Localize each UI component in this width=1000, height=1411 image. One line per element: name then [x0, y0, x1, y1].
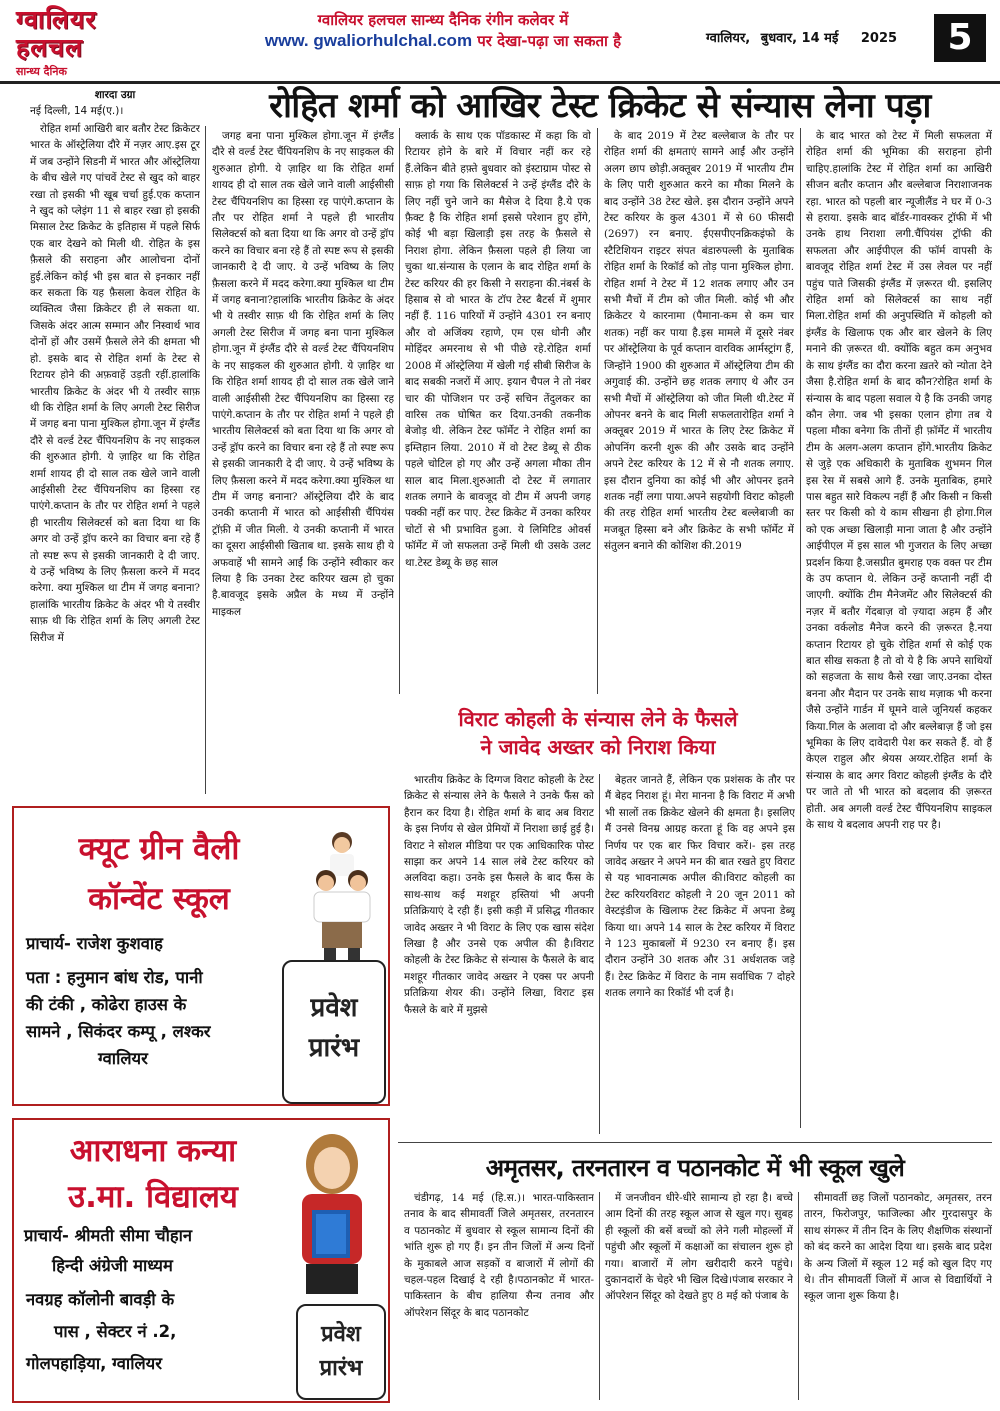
column-rule [800, 128, 801, 1128]
ad-school-name [22, 1128, 284, 1220]
ad-school-name-line-1: क्यूट ग्रीन वैली [78, 831, 240, 867]
ad-medium: हिन्दी अंग्रेजी माध्यम [52, 1256, 173, 1275]
column-rule [599, 1192, 600, 1400]
schools-column-1 [404, 1190, 594, 1402]
column-rule [205, 126, 206, 794]
promo-line: ग्वालियर हलचल सान्ध्य दैनिक रंगीन कलेवर में [317, 11, 569, 29]
page-number: 5 [934, 14, 986, 62]
rohit-column-3-text: क्लार्क के साथ एक पॉडकास्ट में कहा कि वो रिटायर होने के बारे में विचार नहीं कर रहे हैं.लेकिन बीते हफ़्ते बुधवार को इंस्टाग्राम पोस्ट से साफ़ हो गया कि सिलेक्टर्स ने उन्हें इंग्लैंड दौरे के लिए नहीं चुने जाने का मैसेज दे दिया है.ये एक फ़ैक्ट है कि रोहित शर्मा इससे परेशान हुए होंगे, कोई भी बड़ा खिलाड़ी इस तरह के फ़ैसले से निराश होगा. लेकिन फ़ैसला पहले ही लिया जा चुका था.संन्यास के एलान के बाद रोहित शर्मा के टेस्ट करियर की हर किसी ने सराहना की.नंबर्स के हिसाब से वो भारत के टॉप टेस्ट बैटर्स में शुमार नहीं हैं. 116 पारियों में उन्होंने 4301 रन बनाए और वो अजिंक्य रहाणे, एम एस धोनी और मोहिंदर अमरनाथ से भी पीछे रहे.रोहित शर्मा 2008 में ऑस्ट्रेलिया में खेली गई सीबी सिरीज के बाद सबकी नजरों में आए. इयान चैपल ने तो नंबर चार की पोजिशन पर उन्हें सचिन तेंदुलकर का वारिस तक घोषित कर दिया.उनकी तकनीक बेजोड़ थी. लेकिन टेस्ट फॉर्मेट ने रोहित शर्मा का इम्तिहान लिया. 2010 में वो टेस्ट डेब्यू से ठीक पहले चोटिल हो गए और उन्हें अगला मौका तीन साल बाद मिला.शुरुआती दो टेस्ट में लगातार शतक लगाने के बावजूद वो टीम में अपनी जगह पक्की नहीं कर पाए. टेस्ट क्रिकेट में उनका करियर चोटों से भी प्रभावित हुआ. ये लिमिटिड ओवर्स फॉर्मेट में जो सफलता उन्हें मिली थी उसके उलट था.टेस्ट डेब्यू के छह साल [405, 130, 591, 569]
ad-school-name [24, 824, 294, 924]
website-link[interactable]: www. gwaliorhulchal.com [264, 31, 473, 50]
schools-headline[interactable]: अमृतसर, तरनतारन व पठानकोट में भी स्कूल खुले [485, 1154, 905, 1182]
ad-principal: प्राचार्य- राजेश कुशवाह [26, 934, 163, 953]
column-rule [597, 128, 598, 694]
dateline [706, 28, 897, 46]
ad-principal: प्राचार्य- श्रीमती सीमा चौहान [24, 1226, 193, 1245]
badge-line-2: प्रारंभ [308, 1033, 360, 1063]
rohit-column-4 [604, 128, 794, 696]
ad-school-name-line-1: आराधना कन्या [69, 1133, 237, 1169]
badge-line-2: प्रारंभ [319, 1356, 363, 1381]
masthead [0, 0, 1000, 84]
virat-column-2 [605, 772, 795, 1136]
ad-address-line-1: नवग्रह कॉलोनी बावड़ी के [26, 1290, 175, 1309]
schools-column-1-text: चंडीगढ़, 14 मई (हि.स.)। भारत-पाकिस्तान तनाव के बाद सीमावर्ती जिले अमृतसर, तरनतारन व पठानकोट में बुधवार से स्कूल सामान्य दिनों की भांति शुरू हो गए हैं। इन तीन जिलों में अन्य दिनों के मुकाबले आज सड़कों व बाजारों में लोगों की चहल-पहल दिखाई दे रही है।पठानकोट में भारत-पाकिस्तान के बीच हालिया सैन्य तनाव और ऑपरेशन सिंदूर के बाद पठानकोट [404, 1192, 594, 1319]
dateline-date: बुधवार, 14 मई [760, 31, 839, 46]
ad-address-line-1: पता : हनुमान बांध रोड, पानी [26, 968, 203, 987]
virat-column-1 [404, 772, 594, 1136]
rohit-column-5-text: के बाद भारत को टेस्ट में मिली सफलता में रोहित शर्मा की भूमिका की सराहना होनी चाहिए.हालांकि टेस्ट में रोहित शर्मा का आखिरी सीजन बतौर कप्तान और बल्लेबाज निराशाजनक रहा. भारत को पहली बार न्यूजीलैंड ने घर में 0-3 से हराया. इसके बाद बॉर्डर-गावस्कर ट्रॉफी में भी उनके हाथ निराशा लगी.चैंपियंस ट्रॉफी की सफलता और आईपीएल की फॉर्म वापसी के बावजूद रोहित शर्मा टेस्ट में उस लेवल पर नहीं पहुंच पाते जिसकी इंग्लैंड में ज़रूरत थी. इसलिए रोहित शर्मा को सिलेक्टर्स का साथ नहीं मिला.रोहित शर्मा की अनुपस्थिति में कोहली को इंग्लैंड के खिलाफ एक और बार खेलने के लिए मनाने की ज़रूरत थी. क्योंकि बहुत कम अनुभव के साथ इंग्लैंड का दौरा करना ख़तरे को न्योता देने जैसा है.रोहित शर्मा के बाद कौन?रोहित शर्मा के संन्यास के बाद पहला सवाल ये है कि उनकी जगह कौन लेगा. जब भी इसका एलान होगा तब ये पहला मौका बनेगा कि तीनों ही फ़ॉर्मेट में भारतीय टीम के अलग-अलग कप्तान होंगे.भारतीय क्रिकेट से जुड़े एक अधिकारी के मुताबिक शुभमन गिल इस रेस में सबसे आगे हैं. उनके मुताबिक, हमारे पास बहुत सारे विकल्प नहीं हैं और किसी न किसी स्तर पर किसी को ये काम सीखना ही होगा.गिल को एक अच्छा खिलाड़ी माना जाता है और उन्होंने आईपीएल में इस साल भी गुजरात के लिए अच्छा प्रदर्शन किया है.जसप्रीत बुमराह एक वक्त पर टीम के उप कप्तान थे. लेकिन उन्हें कप्तानी नहीं दी जाएगी. क्योंकि टीम मैनेजमेंट और सिलेक्टर्स की नज़र में बतौर गेंदबाज़ वो ज़्यादा अहम हैं और उनका वर्कलोड मैनेज करने की ज़रूरत है.नया कप्तान रिटायर हो चुके रोहित शर्मा से कोई एक बात सीख सकता है तो वो ये है कि अपने साथियों को सहजता के साथ कैसे रखा जाए.उनका दोस्त बनना और मैदान पर उनके साथ मज़ाक भी करना जैसे उन्होंने गार्डन में घूमने वाले जूनियर्स कहकर किया.गिल के अलावा दो और बल्लेबाज़ हैं जो इस भूमिका के लिए दावेदारी पेश कर सकते हैं. वो हैं केएल राहुल और श्रेयस अय्यर.रोहित शर्मा के संन्यास के बाद अगर विराट कोहली इंग्लैंड के दौरे पर जाते तो भी भारत को बदलाव की ज़रूरत होती. अब अगली वर्ल्ड टेस्ट चैंपियनशिप साइकल के साथ ये बदलाव अपनी राह पर है। [806, 130, 992, 832]
rohit-column-3 [405, 128, 591, 696]
schoolgirl-photo-icon [282, 1130, 382, 1305]
ad-school-name-line-2: उ.मा. विद्यालय [68, 1179, 238, 1215]
newspaper-logo[interactable] [16, 6, 166, 78]
rohit-column-1-text: रोहित शर्मा आखिरी बार बतौर टेस्ट क्रिकेटर भारत के ऑस्ट्रेलिया दौरे में नज़र आए.इस टूर में जब उन्होंने सिडनी में भारत और ऑस्ट्रेलिया के बीच खेले गए पांचवें टेस्ट से खुद को बाहर रखा तो इसकी भी खूब चर्चा हुई.एक कप्तान ने खुद को प्लेइंग 11 से बाहर रखा हो इसकी मिसाल टेस्ट क्रिकेट के इतिहास में पहले सिर्फ एक बार देखने को मिली थी. रोहित के इस फ़ैसले की सराहना और आलोचना दोनों हुई.लेकिन कोई भी इस बात से इनकार नहीं कर सकता कि यह फ़ैसला केवल रोहित के व्यक्तित्व जैसा क्रिकेटर ही ले सकता था. जिसके अंदर आत्म सम्मान और निस्वार्थ भाव दोनों हों और उसमें फ़ैसले लेने की क्षमता भी हो. इसके बाद से रोहित शर्मा के टेस्ट से रिटायर होने की अफ़वाहें उड़ती रहीं.हालांकि भारतीय क्रिकेट के अंदर भी ये तस्वीर साफ़ थी कि रोहित शर्मा के लिए अगली टेस्ट सिरीज में जगह बना पाना मुश्किल होगा.जून में इंग्लैंड दौरे से वर्ल्ड टेस्ट चैंपियनशिप के नए साइकल की शुरुआत होगी. ये ज़ाहिर था कि रोहित शर्मा शायद ही दो साल तक खेले जाने वाली आईसीसी टेस्ट चैंपियनशिप का हिस्सा रह पाएंगे.कप्तान के तौर पर रोहित शर्मा ने पहले ही भारतीय सिलेक्टर्स को बता दिया था कि अगर वो उन्हें ड्रॉप करने का विचार बना रहे हैं तो स्पष्ट रूप से इसकी जानकारी दे दी जाए. ये उन्हें भविष्य के लिए फ़ैसला करने में मदद करेगा. क्या मुश्किल था टीम में जगह बनाना?हालांकि भारतीय क्रिकेट के अंदर भी ये तस्वीर साफ़ थी कि रोहित शर्मा के लिए अगली टेस्ट सिरीज में [30, 123, 200, 644]
rohit-column-4-text: के बाद 2019 में टेस्ट बल्लेबाज के तौर पर रोहित शर्मा की क्षमताएं सामने आईं और उन्होंने अलग छाप छोड़ी.अक्तूबर 2019 में भारतीय टीम के लिए पारी शुरुआत करने का मौका मिलने के बाद उन्होंने 38 टेस्ट खेले. इस दौरान उन्होंने अपने टेस्ट करियर के कुल 4301 में से 60 फीसदी (2697) रन बनाए. ईएसपीएनक्रिकइंफो के स्टैटिशियन राइटर संपत बंडारुपल्ली के मुताबिक रोहित शर्मा के रिकॉर्ड को तोड़ पाना मुश्किल होगा. रोहित शर्मा ने टेस्ट में 12 शतक लगाए और उन सभी मैचों में टीम को जीत मिली. कोई भी और क्रिकेटर ये कारनामा (पैमाना-कम से कम चार शतक) नहीं कर पाया है.इस मामले में दूसरे नंबर पर ऑस्ट्रेलिया के पूर्व कप्तान वारविक आर्मस्ट्रांग हैं, जिन्होंने 1900 की शुरुआत में ऑस्ट्रेलिया टीम की अगुवाई की. उन्होंने छह शतक लगाए थे और उन सभी मैचों में ऑस्ट्रेलिया को जीत मिली थी.टेस्ट में ओपनर बनने के बाद मिली सफलतारोहित शर्मा ने अक्तूबर 2019 में भारत के लिए टेस्ट क्रिकेट में ओपनिंग करनी शुरू की और उसके बाद उन्होंने अपने टेस्ट करियर के 12 में से नौ शतक लगाए. इस दौरान दुनिया का कोई भी और ओपनर इतने शतक नहीं लगा पाया.अपने सहयोगी विराट कोहली की तरह रोहित शर्मा भारतीय टेस्ट बल्लेबाजी का मजबूत हिस्सा बने और क्रिकेट के सभी फॉर्मेट में संतुलन बनाने की कोशिश की.2019 [604, 130, 794, 553]
schools-column-2 [605, 1190, 793, 1402]
dateline-city: ग्वालियर, [706, 31, 751, 46]
promo-url-line [178, 30, 708, 52]
virat-headline-line-2: ने जावेद अख्तर को निराश किया [480, 735, 716, 759]
schools-column-2-text: में जनजीवन धीरे-धीरे सामान्य हो रहा है। बच्चे आम दिनों की तरह स्कूल आज से खुल गए। सुबह ही स्कूलों की बसें बच्चों को लेने गली मोहल्लों में पहुंची और स्कूलों में कक्षाओं का संचालन शुरू हो गया। बाजारों में लोग खरीदारी करने पहुंचे। दुकानदारों के चेहरे भी खिल दिखे।पंजाब सरकार ने ऑपरेशन सिंदूर को देखते हुए 8 मई को पंजाब के [605, 1192, 793, 1303]
column-rule [798, 1192, 799, 1400]
admission-open-badge [282, 960, 386, 1104]
rohit-column-2 [212, 128, 394, 808]
rohit-column-1 [30, 121, 200, 795]
byline-author: शारदा उग्रा [94, 89, 136, 101]
virat-headline[interactable] [396, 705, 800, 761]
ad-address-line-3: सामने , सिकंदर कम्पू , लश्कर [26, 1022, 211, 1041]
ad-school-name-line-2: कॉन्वेंट स्कूल [88, 881, 230, 917]
ad-address-line-2: की टंकी , कोढेरा हाउस के [26, 995, 187, 1014]
ad-address-line-2: पास , सेक्टर नं .2, [54, 1322, 177, 1341]
logo-line-2: हलचल [16, 33, 84, 62]
promo-banner [178, 10, 708, 52]
virat-column-2-text: बेहतर जानते हैं, लेकिन एक प्रशंसक के तौर पर मैं बेहद निराश हूं। मेरा मानना है कि विराट में अभी भी सालों तक क्रिकेट खेलने की क्षमता है। इसलिए मैं उनसे विनम्र आग्रह करता हूं कि वह अपने इस निर्णय पर एक बार फिर विचार करें।- इस तरह जावेद अख्तर ने अपने मन की बात रखते हुए विराट से यह भावनात्मक अपील की।विराट कोहली का टेस्ट करियरविराट कोहली ने 20 जून 2011 को वेस्टइंडीज के खिलाफ टेस्ट क्रिकेट में अपना डेब्यू किया था। अपने 14 साल के टेस्ट करियर में विराट ने 123 मुकाबलों में 9230 रन बनाए हैं। इस दौरान उन्होंने 30 शतक और 31 अर्धशतक जड़े हैं। टेस्ट क्रिकेट में विराट के नाम सर्वाधिक 7 दोहरे शतक लगाने का रिकॉर्ड भी दर्ज है। [605, 774, 795, 1000]
dateline-year: 2025 [860, 31, 898, 46]
school-ad-green-valley[interactable] [12, 806, 390, 1106]
byline-place: नई दिल्ली, 14 मई(ए.)। [30, 105, 124, 117]
column-rule [599, 774, 600, 1134]
rohit-headline[interactable]: रोहित शर्मा को आखिर टेस्ट क्रिकेट से संन्यास लेना पड़ा [269, 86, 931, 126]
virat-column-1-text: भारतीय क्रिकेट के दिग्गज विराट कोहली के टेस्ट क्रिकेट से संन्यास लेने के फैसले ने उनके फैंस को हैरान कर दिया है। रोहित शर्मा के बाद अब विराट के इस निर्णय से खेल प्रेमियों में निराशा छाई हुई है। विराट ने सोशल मीडिया पर एक आधिकारिक पोस्ट साझा कर अपने 14 साल लंबे टेस्ट करियर को अलविदा कहा। उनके इस फैसले के बाद फैंस के साथ-साथ कई मशहूर हस्तियां भी अपनी प्रतिक्रियाएं दे रही हैं। इसी कड़ी में प्रसिद्ध गीतकार जावेद अख्तर ने भी विराट के लिए एक खास संदेश लिखा है और उनसे एक अपील की है।विराट कोहली के टेस्ट क्रिकेट से संन्यास के फैसले के बाद मशहूर गीतकार जावेद अख्तर ने एक्स पर अपनी प्रतिक्रिया शेयर की। उन्होंने लिखा, विराट इस फैसले के बारे में मुझसे [404, 774, 594, 1016]
rohit-column-2-text: जगह बना पाना मुश्किल होगा.जून में इंग्लैंड दौरे से वर्ल्ड टेस्ट चैंपियनशिप के नए साइकल की शुरुआत होगी. ये ज़ाहिर था कि रोहित शर्मा शायद ही दो साल तक खेले जाने वाली आईसीसी टेस्ट चैंपियनशिप का हिस्सा रह पाएंगे.कप्तान के तौर पर रोहित शर्मा ने पहले ही भारतीय सिलेक्टर्स को बता दिया था कि अगर वो उन्हें ड्रॉप करने का विचार बना रहे हैं तो स्पष्ट रूप से इसकी जानकारी दे दी जाए. ये उन्हें भविष्य के लिए फ़ैसला करने में मदद करेगा.क्या मुश्किल था टीम में जगह बनाना?हालांकि भारतीय क्रिकेट के अंदर भी ये तस्वीर साफ़ थी कि रोहित शर्मा के लिए अगली टेस्ट सिरीज में जगह बना पाना मुश्किल होगा.जून में इंग्लैंड दौरे से वर्ल्ड टेस्ट चैंपियनशिप के नए साइकल की शुरुआत होगी. ये ज़ाहिर था कि रोहित शर्मा शायद ही दो साल तक खेले जाने वाली आईसीसी टेस्ट चैंपियनशिप का हिस्सा रह पाएंगे.कप्तान के तौर पर रोहित शर्मा ने पहले ही भारतीय सिलेक्टर्स को बता दिया था कि अगर वो उन्हें ड्रॉप करने का विचार बना रहे हैं तो स्पष्ट रूप से इसकी जानकारी दे दी जाए. ये उन्हें भविष्य के लिए फ़ैसला करने में मदद करेगा.क्या मुश्किल था टीम में जगह बनाना? ऑस्ट्रेलिया दौरे के बाद उनकी कप्तानी में भारत को आईसीसी चैंपियंस ट्रॉफ़ी में जीत मिली. ये उनकी कप्तानी में भारत का दूसरा आईसीसी खिताब था. इसके साथ ही ये अफवाहें भी सामने आईं कि उन्होंने स्वीकार कर लिया है कि उनका टेस्ट करियर खत्म हो चुका है.बावजूद इसके अप्रैल के मध्य में उन्होंने माइकल [212, 130, 394, 618]
byline [30, 88, 200, 118]
rohit-column-5 [806, 128, 992, 1138]
badge-line-1: प्रवेश [321, 1322, 361, 1347]
logo-line-1: ग्वालियर [16, 5, 97, 34]
section-rule [398, 1142, 992, 1143]
admission-open-badge [296, 1304, 386, 1400]
column-rule [399, 128, 400, 694]
school-ad-aradhana[interactable] [12, 1118, 390, 1403]
schools-column-3-text: सीमावर्ती छह जिलों पठानकोट, अमृतसर, तरन तारन, फिरोजपुर, फाजिल्का और गुरदासपुर के साथ संगरूर में तीन दिन के लिए शैक्षणिक संस्थानों को बंद करने का आदेश दिया था। इसके बाद प्रदेश के अन्य जिलों में स्कूल 12 मई को खुल दिए गए थे। तीन सीमावर्ती जिलों में आज से विद्यार्थियों ने स्कूल जाना शुरू किया है। [804, 1192, 992, 1303]
promo-url-suffix: पर देखा-पढ़ा जा सकता है [472, 32, 622, 50]
logo-tagline: सान्ध्य दैनिक [16, 65, 67, 78]
virat-headline-line-1: विराट कोहली के संन्यास लेने के फैसले [458, 707, 738, 731]
ad-address-line-3: गोलपहाड़िया, ग्वालियर [26, 1354, 162, 1373]
children-photo-icon [302, 828, 382, 968]
schools-column-3 [804, 1190, 992, 1402]
badge-line-1: प्रवेश [310, 993, 358, 1023]
ad-address-line-4: ग्वालियर [98, 1049, 148, 1068]
